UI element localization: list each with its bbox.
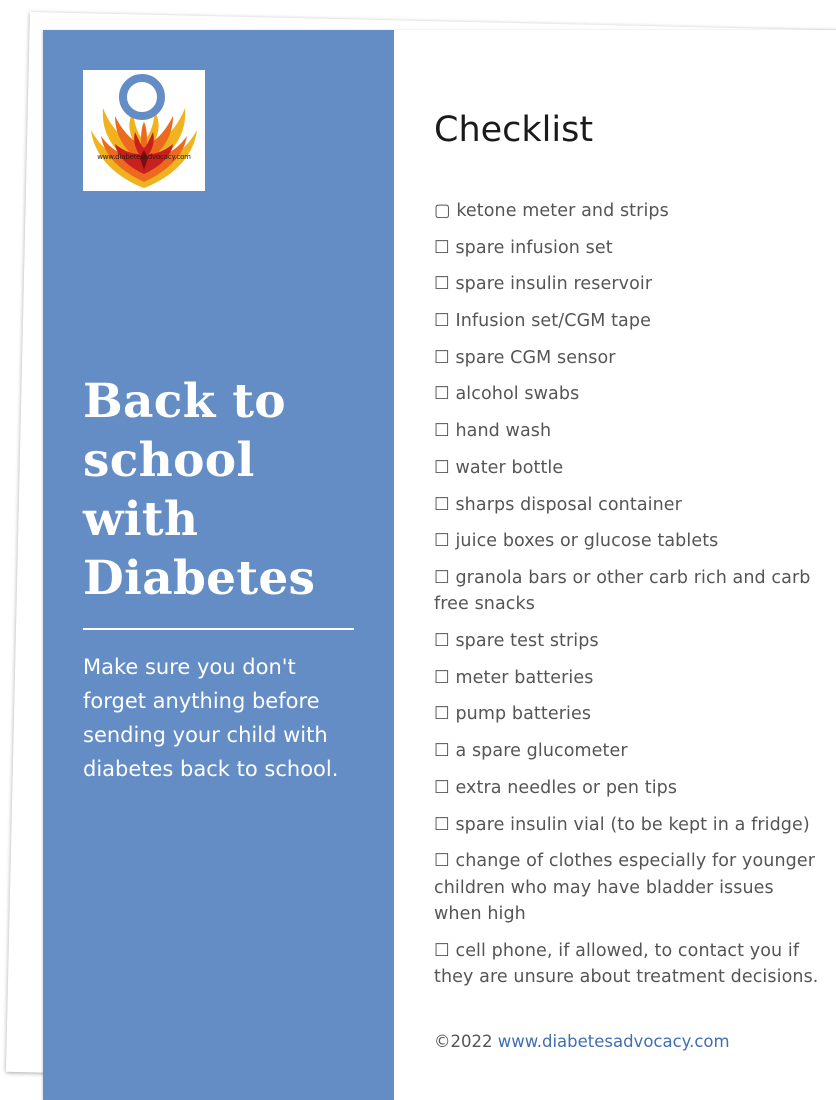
checklist-title: Checklist (434, 110, 594, 150)
logo (83, 70, 205, 191)
checklist-item (434, 235, 826, 262)
checklist-item-label: meter batteries (455, 667, 594, 688)
checklist-item-label: water bottle (455, 457, 564, 478)
phoenix-logo-icon (83, 70, 205, 191)
hero-title-line: school (83, 433, 255, 488)
checklist-item-label: a spare glucometer (455, 741, 628, 762)
checklist-item (434, 665, 826, 692)
checkbox-icon[interactable]: ☐ (434, 494, 450, 515)
checklist-item (434, 528, 826, 555)
checklist-item-label: spare test strips (455, 631, 599, 652)
checkbox-icon[interactable]: ☐ (434, 814, 450, 835)
hero-title (83, 372, 363, 608)
checkbox-icon[interactable]: ☐ (434, 777, 450, 798)
checklist-item (434, 198, 826, 225)
checkbox-icon[interactable]: ☐ (434, 940, 450, 961)
checkbox-icon[interactable]: ☐ (434, 704, 450, 725)
checklist-item (434, 628, 826, 655)
checkbox-icon[interactable]: ☐ (434, 457, 450, 478)
checklist-item (434, 418, 826, 445)
logo-url-text: www.diabetesadvocacy.com (97, 153, 191, 161)
checkbox-icon[interactable]: ▢ (434, 201, 451, 221)
checklist-item (434, 345, 826, 372)
checklist-item-label: spare infusion set (455, 237, 613, 258)
checklist-item-label: cell phone, if allowed, to contact you if they are unsure about treatment decisions. (434, 940, 819, 988)
checklist-item-label: spare CGM sensor (455, 347, 616, 368)
checklist-item-label: spare insulin reservoir (455, 274, 653, 295)
sidebar-divider (83, 628, 354, 630)
checklist-item (434, 381, 826, 408)
hero-title-line: with (83, 492, 199, 547)
checkbox-icon[interactable]: ☐ (434, 631, 450, 652)
checklist-item (434, 455, 826, 482)
flyer-page (43, 30, 836, 1100)
checklist-item (434, 738, 826, 765)
checklist-item-label: juice boxes or glucose tablets (455, 531, 719, 552)
checkbox-icon[interactable]: ☐ (434, 384, 450, 405)
checklist-item-label: change of clothes especially for younger children who may have bladder issues when high (434, 851, 816, 925)
checkbox-icon[interactable]: ☐ (434, 567, 450, 588)
checkbox-icon[interactable]: ☐ (434, 851, 450, 872)
checkbox-icon[interactable]: ☐ (434, 274, 450, 295)
checklist-item (434, 775, 826, 802)
checkbox-icon[interactable]: ☐ (434, 531, 450, 552)
checklist-item-label: Infusion set/CGM tape (455, 311, 651, 332)
hero-title-line: Diabetes (83, 551, 316, 606)
checkbox-icon[interactable]: ☐ (434, 237, 450, 258)
checklist-item (434, 308, 826, 335)
checklist-item-label: hand wash (455, 421, 552, 442)
checklist-section (434, 30, 826, 1100)
checklist (434, 198, 826, 1001)
sidebar-panel (43, 30, 394, 1100)
checklist-item-label: pump batteries (455, 704, 592, 725)
website-link[interactable]: www.diabetesadvocacy.com (497, 1032, 730, 1051)
checklist-item-label: granola bars or other carb rich and carb free snacks (434, 567, 811, 615)
checklist-item-label: spare insulin vial (to be kept in a fridge) (455, 814, 810, 835)
copyright-text: ©2022 (434, 1032, 493, 1051)
checklist-item-label: extra needles or pen tips (455, 777, 678, 798)
checkbox-icon[interactable]: ☐ (434, 667, 450, 688)
checklist-item-label: ketone meter and strips (456, 201, 669, 221)
footer (434, 1030, 730, 1054)
checkbox-icon[interactable]: ☐ (434, 311, 450, 332)
checkbox-icon[interactable]: ☐ (434, 741, 450, 762)
checklist-item (434, 492, 826, 519)
checkbox-icon[interactable]: ☐ (434, 421, 450, 442)
hero-subtitle: Make sure you don't forget anything before sending your child with diabetes back to school. (83, 655, 339, 781)
checklist-item-label: sharps disposal container (455, 494, 682, 515)
checklist-item (434, 938, 826, 991)
checklist-item-label: alcohol swabs (455, 384, 580, 405)
hero-title-line: Back to (83, 374, 286, 429)
checkbox-icon[interactable]: ☐ (434, 347, 450, 368)
checklist-item (434, 271, 826, 298)
checklist-item (434, 701, 826, 728)
checklist-item (434, 848, 826, 928)
checklist-item (434, 565, 826, 618)
checklist-item (434, 812, 826, 839)
